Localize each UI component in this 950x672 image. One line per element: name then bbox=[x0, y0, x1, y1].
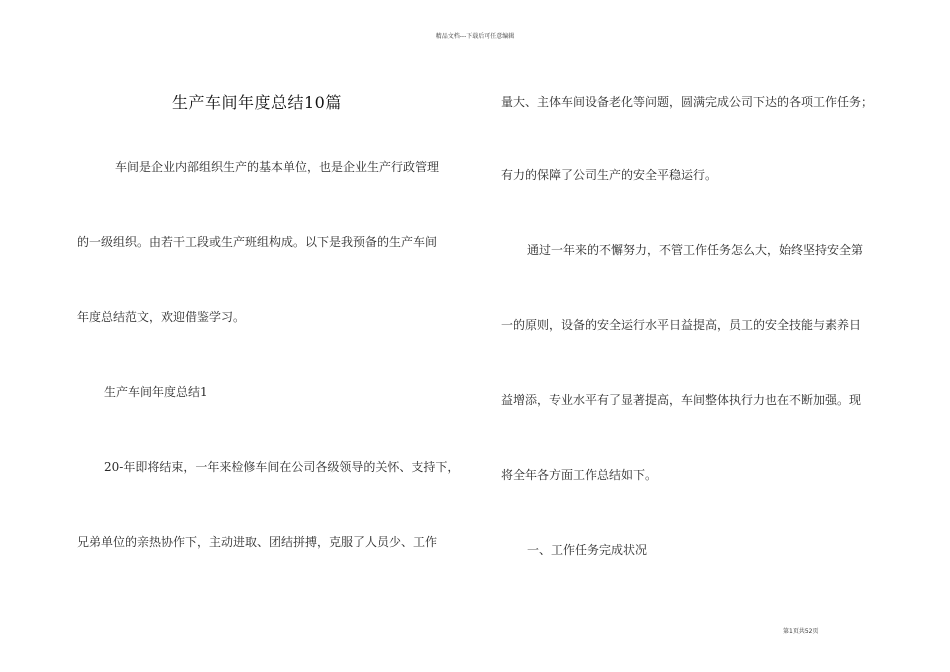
right-paragraph-line: 益增添，专业水平有了显著提高，车间整体执行力也在不断加强。现 bbox=[501, 393, 862, 407]
document-title: 生产车间年度总结10篇 bbox=[172, 93, 342, 112]
right-paragraph-line: 将全年各方面工作总结如下。 bbox=[501, 468, 658, 482]
section-heading: 一、工作任务完成状况 bbox=[527, 543, 648, 557]
left-paragraph-line: 兄弟单位的亲热协作下，主动进取、团结拼搏，克服了人员少、工作 bbox=[77, 535, 438, 549]
left-paragraph-line: 的一级组织。由若干工段或生产班组构成。以下是我预备的生产车间 bbox=[77, 235, 438, 249]
right-paragraph-line: 一的原则，设备的安全运行水平日益提高，员工的安全技能与素养日 bbox=[501, 318, 862, 332]
left-paragraph-line: 车间是企业内部组织生产的基本单位，也是企业生产行政管理 bbox=[115, 160, 440, 174]
right-paragraph-line: 通过一年来的不懈努力，不管工作任务怎么大，始终坚持安全第 bbox=[527, 243, 864, 257]
left-paragraph-line: 年度总结范文，欢迎借鉴学习。 bbox=[77, 310, 246, 324]
page-number: 第1页共52页 bbox=[783, 628, 819, 635]
header-note: 精品文档---下载后可任意编辑 bbox=[435, 33, 515, 40]
left-paragraph-line: 20-年即将结束，一年来检修车间在公司各级领导的关怀、支持下， bbox=[104, 460, 460, 474]
section-heading: 生产车间年度总结1 bbox=[104, 385, 208, 399]
right-paragraph-line: 量大、主体车间设备老化等问题，圆满完成公司下达的各项工作任务； bbox=[501, 95, 874, 109]
right-paragraph-line: 有力的保障了公司生产的安全平稳运行。 bbox=[501, 168, 718, 182]
